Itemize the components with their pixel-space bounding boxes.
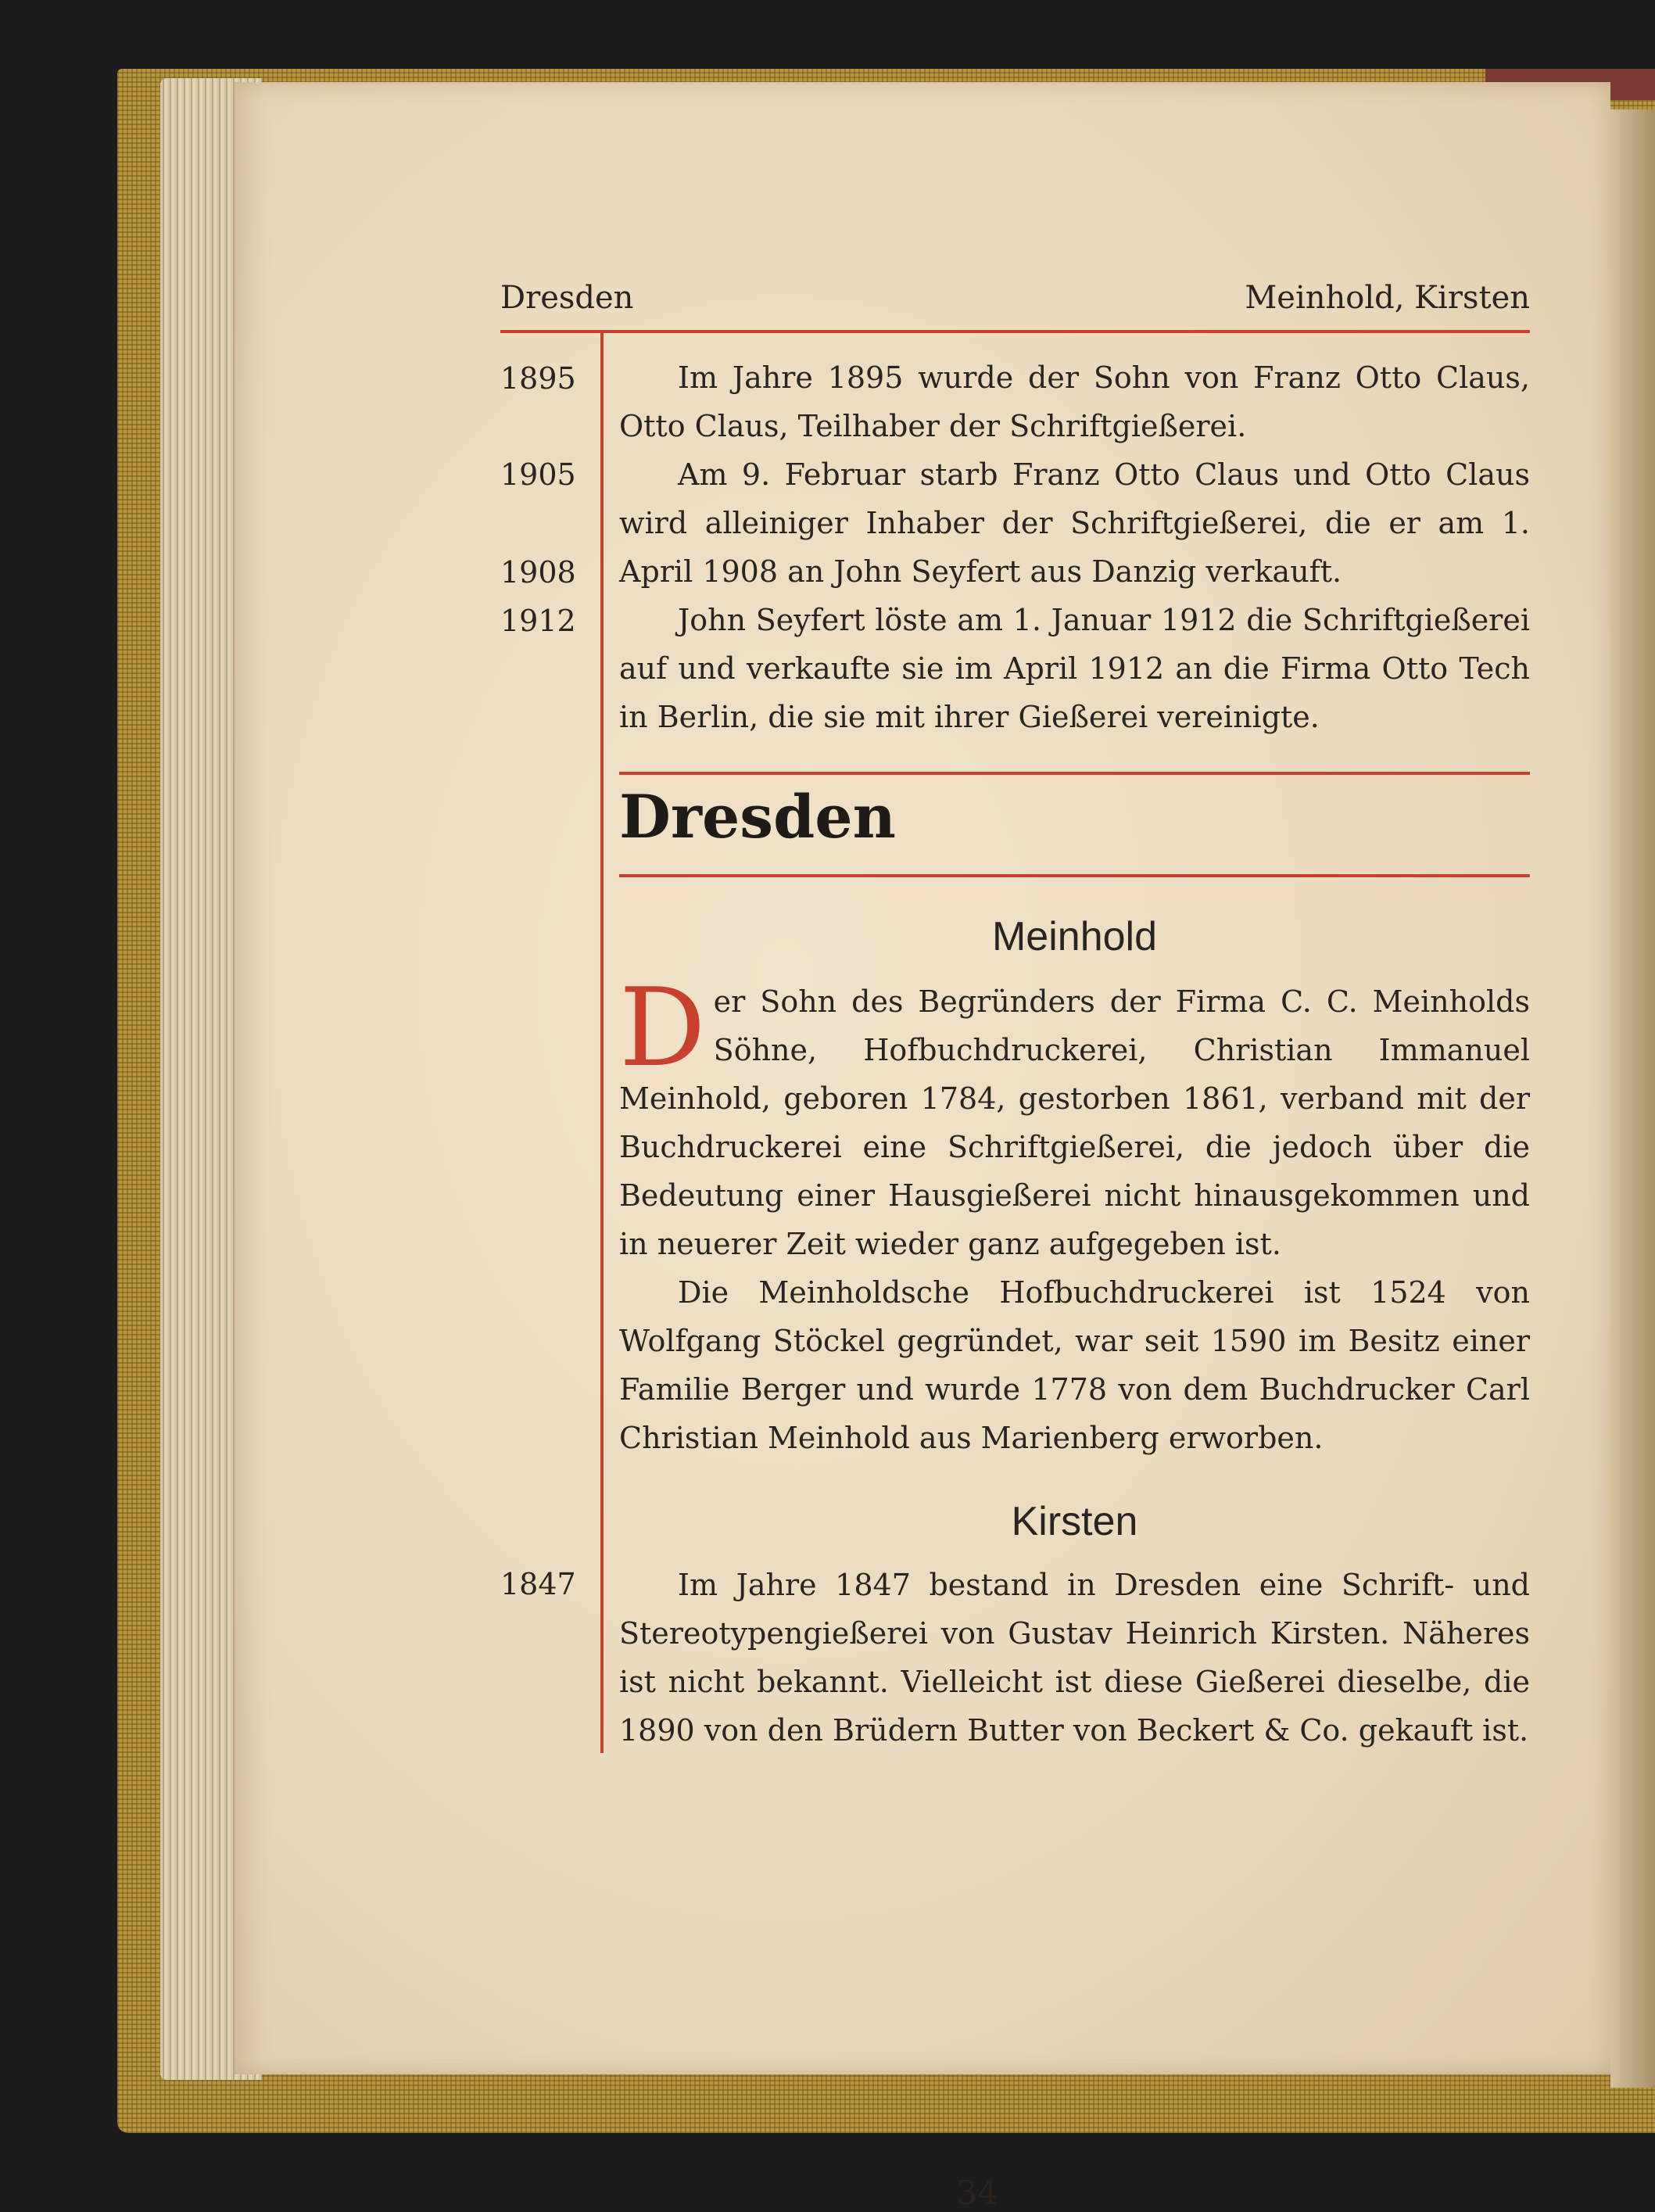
drop-cap: D <box>619 965 706 1091</box>
running-head-left: Dresden <box>500 280 634 316</box>
year-1905: 1905 <box>500 457 576 492</box>
meinhold-heading: Meinhold <box>991 914 1158 959</box>
meinhold-paragraph-1-text: er Sohn des Begründers der Firma C. C. Meinholds Söhne, Hofbuchdruckerei, Christian Immanuel Meinhold, geboren 1784, gestorben 1861, verband mit der Buchdruckerei eine Schriftgießerei, die jedoch über die Bedeutung einer Hausgießerei nicht hinausgekommen und in neuerer Zeit wieder ganz aufgegeben ist. <box>619 984 1530 1261</box>
meinhold-paragraph-1 <box>619 965 1530 1268</box>
claus-paragraph-2: Am 9. Februar starb Franz Otto Claus und Otto Claus wird alleiniger Inhaber der Schriftgießerei, die er am 1. April 1908 an John Seyfert aus Danzig verkauft. <box>619 457 1530 589</box>
meinhold-text <box>619 965 1530 1462</box>
year-1912: 1912 <box>500 604 576 638</box>
claus-paragraph-1: Im Jahre 1895 wurde der Sohn von Franz Otto Claus, Otto Claus, Teilhaber der Schriftgießerei. <box>619 360 1530 443</box>
meinhold-paragraph-2: Die Meinholdsche Hofbuchdruckerei ist 1524 von Wolfgang Stöckel gegründet, war seit 1590 im Besitz einer Familie Berger und wurde 1778 von dem Buchdrucker Carl Christian Meinhold aus Marienberg erworben. <box>619 1275 1530 1455</box>
claus-paragraph-3: John Seyfert löste am 1. Januar 1912 die Schriftgießerei auf und verkaufte sie im April 1912 an die Firma Otto Tech in Berlin, die sie mit ihrer Gießerei vereinigte. <box>619 603 1530 734</box>
year-1847: 1847 <box>500 1567 576 1601</box>
margin-rule <box>600 332 604 1753</box>
section-title: Dresden <box>619 782 896 851</box>
year-1895: 1895 <box>500 361 576 396</box>
section-rule-bottom <box>619 874 1530 877</box>
kirsten-paragraph-1: Im Jahre 1847 bestand in Dresden eine Schrift- und Stereotypengießerei von Gustav Heinrich Kirsten. Näheres ist nicht bekannt. Vielleicht ist diese Gießerei dieselbe, die 1890 von den Brüdern Butter von Beckert & Co. gekauft ist. <box>619 1568 1530 1748</box>
year-1908: 1908 <box>500 555 576 590</box>
section-rule-top <box>619 772 1530 775</box>
claus-text <box>619 353 1530 741</box>
header-rule <box>500 330 1530 333</box>
running-head-right: Meinhold, Kirsten <box>1245 280 1530 316</box>
kirsten-heading: Kirsten <box>1011 1499 1138 1544</box>
page-number: 34 <box>956 2174 998 2212</box>
gutter <box>1610 109 1655 2088</box>
running-head <box>500 280 1530 327</box>
kirsten-text <box>619 1561 1530 1755</box>
